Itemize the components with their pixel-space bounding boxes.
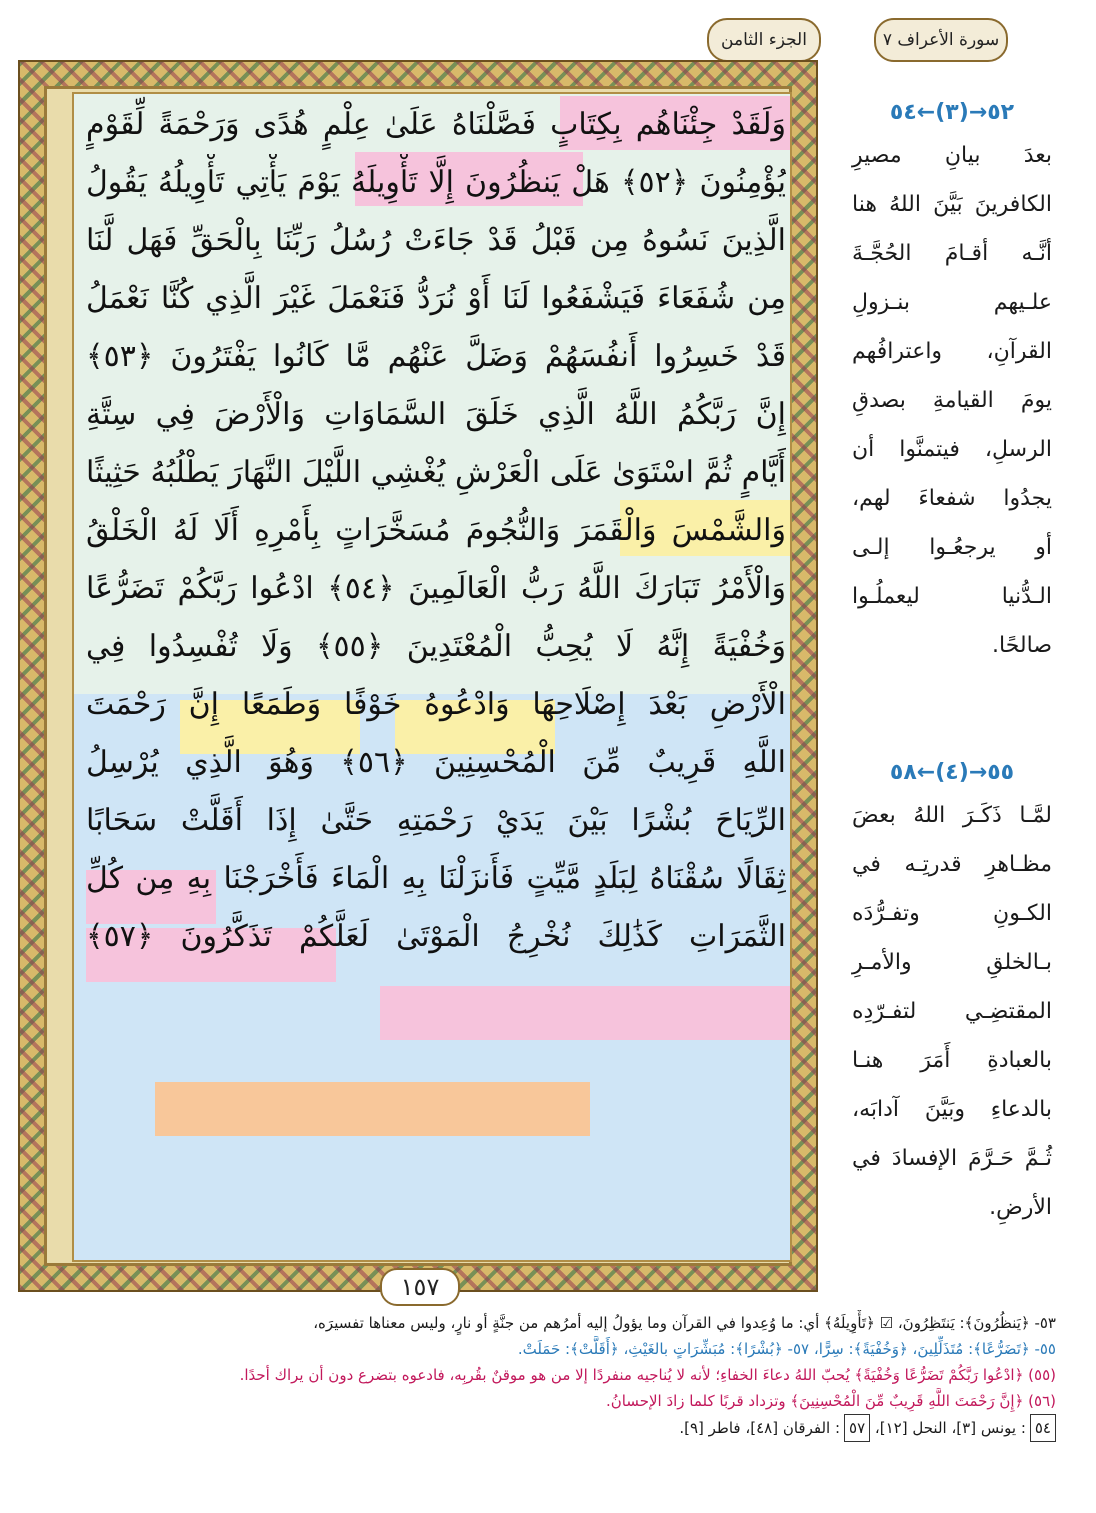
mushaf-line: الرِّيَاحَ بُشْرًا بَيْنَ يَدَيْ رَحْمَتِهِ حَتَّىٰ إِذَا أَقَلَّتْ سَحَابًا <box>86 803 786 838</box>
commentary-block-2 <box>852 760 1052 1232</box>
commentary-line: الأرضِ. <box>989 1195 1052 1220</box>
commentary-line: الكافرينَ بَيَّنَ اللهُ هنا <box>852 192 1052 217</box>
mushaf-line: وَلَقَدْ جِئْنَاهُم بِكِتَابٍ فَصَّلْنَاهُ عَلَىٰ عِلْمٍ هُدًى وَرَحْمَةً لِّقَوْمٍ <box>86 107 786 142</box>
highlight-balad <box>155 1082 590 1136</box>
commentary-line: يومَ القيامةِ بصدقِ <box>852 388 1052 413</box>
mushaf-line: وَخُفْيَةً إِنَّهُ لَا يُحِبُّ الْمُعْتَدِينَ ﴿٥٥﴾ وَلَا تُفْسِدُوا فِي <box>86 629 786 664</box>
commentary-line: المقتضِـي لتفـرّدِه <box>852 999 1052 1024</box>
surah-label: سورة الأعراف ٧ <box>874 18 1008 62</box>
footnote-reflection-56: (٥٦) ﴿إِنَّ رَحْمَتَ اللَّهِ قَرِيبٌ مِّنَ الْمُحْسِنِينَ﴾ وتزداد قربًا كلما زادَ الإحسانُ. <box>605 1392 1056 1410</box>
mushaf-line: الْأَرْضِ بَعْدَ إِصْلَاحِهَا وَادْعُوهُ خَوْفًا وَطَمَعًا إِنَّ رَحْمَتَ <box>86 687 786 722</box>
commentary-line: ثُـمَّ حَـرَّمَ الإفسادَ في <box>852 1146 1052 1171</box>
mushaf-line: قَدْ خَسِرُوا أَنفُسَهُمْ وَضَلَّ عَنْهُم مَّا كَانُوا يَفْتَرُونَ ﴿٥٣﴾ <box>86 339 786 374</box>
commentary-line: صالحًا. <box>992 633 1052 658</box>
commentary-line: الرسلِ، فيتمنَّوا أن <box>852 437 1052 462</box>
mushaf-line: ثِقَالًا سُقْنَاهُ لِبَلَدٍ مَّيِّتٍ فَأَنزَلْنَا بِهِ الْمَاءَ فَأَخْرَجْنَا بِهِ مِن كُلِّ <box>86 861 786 896</box>
commentary-line: القرآنِ، واعترافُهم <box>852 339 1052 364</box>
footnote-vocab-55-57: ٥٥- ﴿تَضَرُّعًا﴾: مُتَذَلِّلِينَ، ﴿وَخُفْيَةً﴾: سِرًّا، ٥٧- ﴿بُشْرًا﴾: مُبَشِّرَاتٍ بالغَيْثِ، ﴿أَقَلَّتْ﴾: حَمَلَتْ. <box>517 1340 1056 1358</box>
commentary-line: بالعبادةِ أَمَرَ هنـا <box>852 1048 1052 1073</box>
mushaf-line: إِنَّ رَبَّكُمُ اللَّهُ الَّذِي خَلَقَ السَّمَاوَاتِ وَالْأَرْضَ فِي سِتَّةِ <box>86 397 786 432</box>
mushaf-text <box>86 96 786 966</box>
mushaf-line: الَّذِينَ نَسُوهُ مِن قَبْلُ قَدْ جَاءَتْ رُسُلُ رَبِّنَا بِالْحَقِّ فَهَل لَّنَا <box>86 223 786 258</box>
juz-label: الجزء الثامن <box>707 18 821 62</box>
mushaf-line: مِن شُفَعَاءَ فَيَشْفَعُوا لَنَا أَوْ نُرَدُّ فَنَعْمَلَ غَيْرَ الَّذِي كُنَّا نَعْمَلُ <box>86 281 786 316</box>
commentary-line: أنَّـه أقـامَ الحُجَّـةَ <box>852 241 1052 266</box>
commentary-range: ٥٢→(٣)←٥٤ <box>889 100 1015 125</box>
mushaf-line: اللَّهِ قَرِيبٌ مِّنَ الْمُحْسِنِينَ ﴿٥٦﴾ وَهُوَ الَّذِي يُرْسِلُ <box>86 745 786 780</box>
commentary-line: لمَّـا ذَكَـرَ اللهُ بعضَ <box>852 803 1052 828</box>
ref-verse-54: ٥٤ <box>1030 1414 1056 1442</box>
commentary-range: ٥٥→(٤)←٥٨ <box>889 760 1015 785</box>
commentary-line: بعدَ بيانِ مصيرِ <box>852 143 1052 168</box>
mushaf-line: أَيَّامٍ ثُمَّ اسْتَوَىٰ عَلَى الْعَرْشِ يُغْشِي اللَّيْلَ النَّهَارَ يَطْلُبُهُ حَثِيثًا <box>86 455 786 490</box>
commentary-line: الـدُّنيا ليعملُـوا <box>852 584 1052 609</box>
mushaf-line: وَالشَّمْسَ وَالْقَمَرَ وَالنُّجُومَ مُسَخَّرَاتٍ بِأَمْرِهِ أَلَا لَهُ الْخَلْقُ <box>86 513 786 548</box>
footnote-references <box>36 1414 1056 1442</box>
highlight-riyah <box>380 986 790 1040</box>
ref-verse-57: ٥٧ <box>844 1414 870 1442</box>
ref-verse-57-text: : الفرقان [٤٨]، فاطر [٩]. <box>679 1419 841 1437</box>
commentary-line: بالدعاءِ وبَيَّنَ آدابَه، <box>852 1097 1052 1122</box>
commentary-line: علـيهم بنـزولِ <box>852 290 1052 315</box>
commentary-line: الكـونِ وتفـرُّدَه <box>852 901 1052 926</box>
page-number: ١٥٧ <box>380 1268 460 1306</box>
footnote-reflection-55: (٥٥) ﴿ادْعُوا رَبَّكُمْ تَضَرُّعًا وَخُفْيَةً﴾ يُحبّ اللهُ دعاءَ الخفاءِ؛ لأنه لا يُناجيه منفردًا إلا من هو موقنٌ بقُربِه، فادعوه بتضرع دون أن يراك أحدًا. <box>239 1366 1056 1384</box>
mushaf-line: يُؤْمِنُونَ ﴿٥٢﴾ هَلْ يَنظُرُونَ إِلَّا تَأْوِيلَهُ يَوْمَ يَأْتِي تَأْوِيلُهُ يَقُولُ <box>86 165 786 200</box>
commentary-line: أو يرجعُـوا إلـى <box>852 535 1052 560</box>
commentary-line: بـالخلقِ والأمـرِ <box>852 950 1052 975</box>
commentary-line: يجدُوا شفعاءَ لهم، <box>852 486 1052 511</box>
footnote-vocab-53: ٥٣- ﴿يَنظُرُونَ﴾: يَنتَظِرُونَ، ☑ ﴿تَأْوِيلَهُ﴾ أي: ما وُعِدوا في القرآن وما يؤولُ إليه أمرُهم من جنَّةٍ أو نارٍ، وليس معناها تفسيرَه، <box>313 1314 1056 1332</box>
commentary-block-1 <box>852 100 1052 670</box>
ref-verse-54-text: : يونس [٣]، النحل [١٢]، <box>874 1419 1026 1437</box>
commentary-line: مظـاهرِ قدرتِـه في <box>852 852 1052 877</box>
mushaf-line: وَالْأَمْرُ تَبَارَكَ اللَّهُ رَبُّ الْعَالَمِينَ ﴿٥٤﴾ ادْعُوا رَبَّكُمْ تَضَرُّعًا <box>86 571 786 606</box>
mushaf-line: الثَّمَرَاتِ كَذَٰلِكَ نُخْرِجُ الْمَوْتَىٰ لَعَلَّكُمْ تَذَكَّرُونَ ﴿٥٧﴾ <box>86 919 786 954</box>
footnotes <box>36 1310 1056 1442</box>
